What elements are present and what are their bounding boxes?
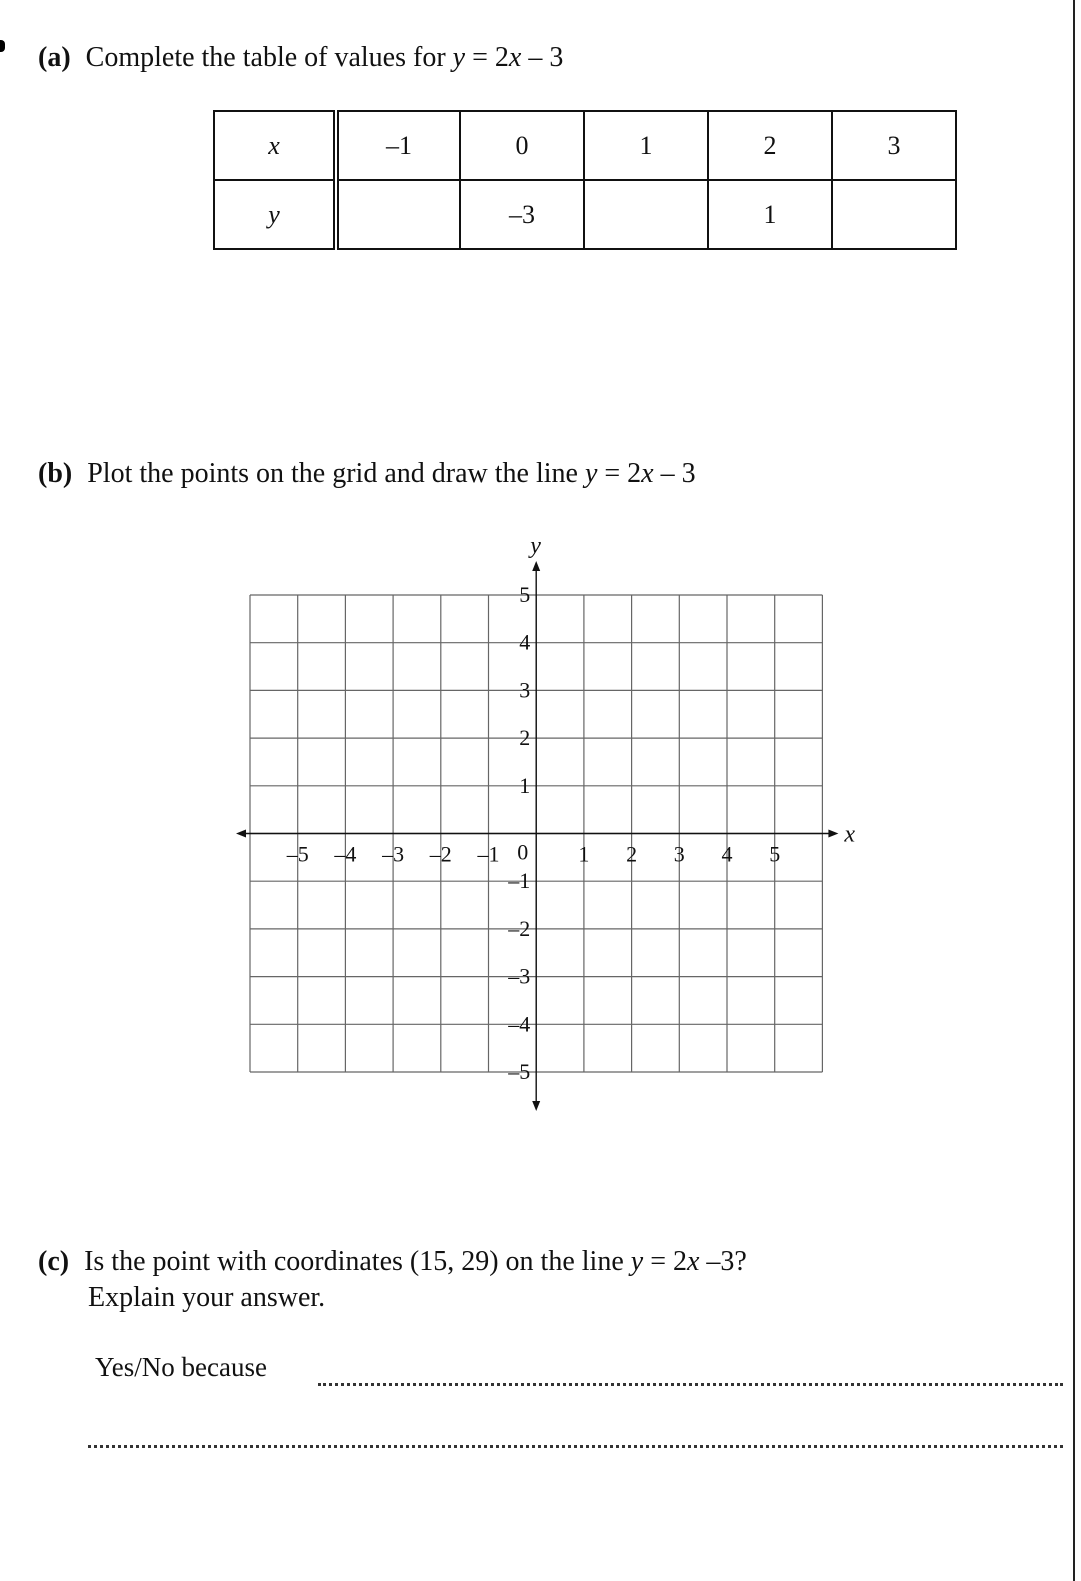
equation-y: y <box>630 1246 644 1277</box>
question-b-label: (b) <box>38 458 73 489</box>
question-a-label: (a) <box>38 42 71 73</box>
table-cell-y-blank[interactable] <box>336 180 460 249</box>
question-b <box>38 458 696 490</box>
question-c <box>38 1246 747 1278</box>
table-row-x <box>214 111 956 180</box>
answer-prompt: Yes/No because <box>95 1352 267 1382</box>
tick-labels <box>286 535 856 1084</box>
equation-tail: – 3 <box>521 42 564 73</box>
table-cell-x: 1 <box>584 111 708 180</box>
y-axis-label: y <box>530 535 541 559</box>
x-axis-arrow-left-icon <box>236 830 246 838</box>
y-tick-label: –2 <box>508 915 531 941</box>
table-row-y <box>214 180 956 249</box>
question-c-label: (c) <box>38 1246 70 1277</box>
x-tick-label: –4 <box>334 841 357 867</box>
question-c-text: Is the point with coordinates (15, 29) on the line <box>84 1246 624 1277</box>
x-tick-label: –3 <box>382 841 405 867</box>
margin-mark <box>0 40 5 52</box>
x-tick-label: 4 <box>721 841 733 867</box>
y-tick-label: 1 <box>519 772 531 798</box>
y-tick-label: –4 <box>508 1011 531 1037</box>
y-axis-arrow-down-icon <box>532 1101 540 1111</box>
x-tick-label: 2 <box>626 841 638 867</box>
axes <box>236 561 838 1111</box>
table-header-x: x <box>214 111 336 180</box>
table-cell-y: 1 <box>708 180 832 249</box>
page-edge-line <box>1073 0 1075 1581</box>
table-cell-y-blank[interactable] <box>584 180 708 249</box>
x-tick-label: –2 <box>429 841 452 867</box>
answer-line-1[interactable] <box>318 1383 1063 1386</box>
y-tick-label: 2 <box>519 725 531 751</box>
y-axis-arrow-up-icon <box>532 561 540 571</box>
y-tick-label: –1 <box>508 868 531 894</box>
table-cell-x: –1 <box>336 111 460 180</box>
question-b-text: Plot the points on the grid and draw the line <box>87 458 578 489</box>
equation-tail: – 3 <box>653 458 696 489</box>
question-a-text: Complete the table of values for <box>85 42 446 73</box>
table-cell-x: 0 <box>460 111 584 180</box>
table-cell-y: –3 <box>460 180 584 249</box>
coordinate-grid[interactable] <box>230 535 870 1125</box>
table-cell-y-blank[interactable] <box>832 180 956 249</box>
table-cell-x: 3 <box>832 111 956 180</box>
equation-equals: = 2 <box>643 1246 687 1277</box>
x-axis-label: x <box>844 821 856 848</box>
equation-x: x <box>508 42 522 73</box>
table-header-y: y <box>214 180 336 249</box>
equation-x: x <box>641 458 654 489</box>
table-of-values <box>213 110 957 250</box>
x-tick-label: 5 <box>769 841 781 867</box>
x-axis-arrow-right-icon <box>828 830 838 838</box>
y-tick-label: 3 <box>519 677 531 703</box>
x-tick-label: 1 <box>578 841 590 867</box>
y-tick-label: –3 <box>508 963 531 989</box>
x-tick-label: 3 <box>673 841 685 867</box>
origin-label: 0 <box>517 839 529 865</box>
equation-y: y <box>584 458 598 489</box>
x-tick-label: –1 <box>477 841 500 867</box>
answer-line-2[interactable] <box>88 1445 1063 1448</box>
y-tick-label: 5 <box>519 582 531 607</box>
equation-tail: –3? <box>699 1246 747 1277</box>
question-a <box>38 42 563 74</box>
equation-equals: = 2 <box>597 458 642 489</box>
equation-equals: = 2 <box>465 42 509 73</box>
y-tick-label: –5 <box>508 1059 531 1084</box>
x-tick-label: –5 <box>286 841 309 867</box>
equation-y: y <box>452 42 466 73</box>
table-cell-x: 2 <box>708 111 832 180</box>
y-tick-label: 4 <box>519 629 531 655</box>
equation-x: x <box>686 1246 700 1277</box>
question-c-line2: Explain your answer. <box>88 1282 326 1313</box>
